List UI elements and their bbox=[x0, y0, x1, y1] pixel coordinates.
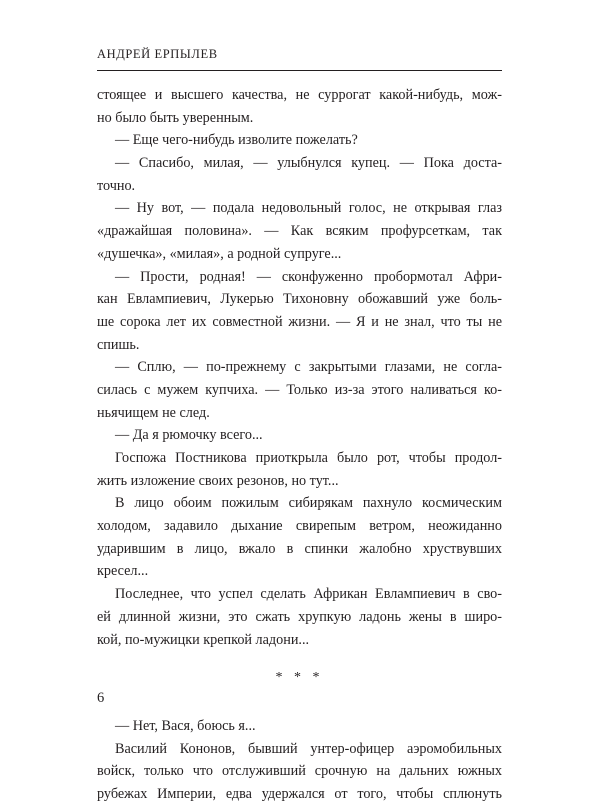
text-line: Последнее, что успел сделать Африкан Евлампиевич в сво- bbox=[115, 586, 502, 603]
text-line: но было быть уверенным. bbox=[97, 109, 254, 126]
text-line: — Еще чего-нибудь изволите пожелать? bbox=[115, 132, 358, 149]
text-line: — Ну вот, — подала недовольный голос, не открывая глаз bbox=[115, 200, 502, 217]
text-line: ньячищем не след. bbox=[97, 404, 210, 421]
text-line: кресел... bbox=[97, 563, 149, 580]
text-line: «дражайшая половина». — Как всяким профурсеткам, так bbox=[97, 223, 502, 240]
text-line: В лицо обоим пожилым сибирякам пахнуло космическим bbox=[115, 495, 502, 512]
text-line: жить изложение своих резонов, но тут... bbox=[97, 472, 339, 489]
text-line: силась с мужем купчиха. — Только из-за этого наливаться ко- bbox=[97, 381, 502, 398]
text-line: кой, по-мужицки крепкой ладони... bbox=[97, 631, 310, 648]
header-rule bbox=[97, 70, 502, 71]
text-line: Госпожа Постникова приоткрыла было рот, чтобы продол- bbox=[115, 450, 502, 466]
text-line: — Спасибо, милая, — улыбнулся купец. — Пока доста- bbox=[115, 155, 502, 172]
running-head: АНДРЕЙ ЕРПЫЛЕВ bbox=[97, 47, 218, 61]
text-line: стоящее и высшего качества, не суррогат какой-нибудь, мож- bbox=[97, 87, 502, 103]
text-block-after-break bbox=[97, 715, 502, 806]
text-line: «душечка», «милая», а родной супруге... bbox=[97, 245, 342, 262]
text-line: спишь. bbox=[97, 336, 140, 353]
page-number: 6 bbox=[97, 690, 105, 706]
text-block-before-break bbox=[97, 84, 502, 651]
text-line: войск, только что отслуживший срочную на дальних южных bbox=[97, 763, 502, 780]
text-line: Василий Кононов, бывший унтер-офицер аэромобильных bbox=[115, 740, 502, 757]
body-text bbox=[97, 84, 502, 806]
section-separator: * * * bbox=[275, 670, 324, 686]
text-line: ше сорока лет их совместной жизни. — Я и не знал, что ты не bbox=[97, 313, 502, 330]
text-line: кан Евлампиевич, Лукерью Тихоновну обожавший уже боль- bbox=[97, 291, 502, 308]
text-line: — Сплю, — по-прежнему с закрытыми глазами, не согла- bbox=[115, 359, 502, 376]
text-line: ей длинной жизни, это сжать хрупкую ладонь жены в широ- bbox=[97, 608, 502, 625]
text-line: ударившим в лицо, вжало в спинки жалобно хруствувших bbox=[97, 540, 502, 557]
text-line: точно. bbox=[97, 177, 136, 194]
text-line: холодом, задавило дыхание свирепым ветром, неожиданно bbox=[97, 518, 502, 535]
text-line: рубежах Империи, едва удержался от того, чтобы сплюнуть bbox=[97, 785, 502, 802]
text-line: — Прости, родная! — сконфуженно пробормотал Афри- bbox=[115, 268, 502, 285]
text-line: — Нет, Вася, боюсь я... bbox=[115, 717, 256, 734]
text-line: — Да я рюмочку всего... bbox=[115, 427, 263, 444]
